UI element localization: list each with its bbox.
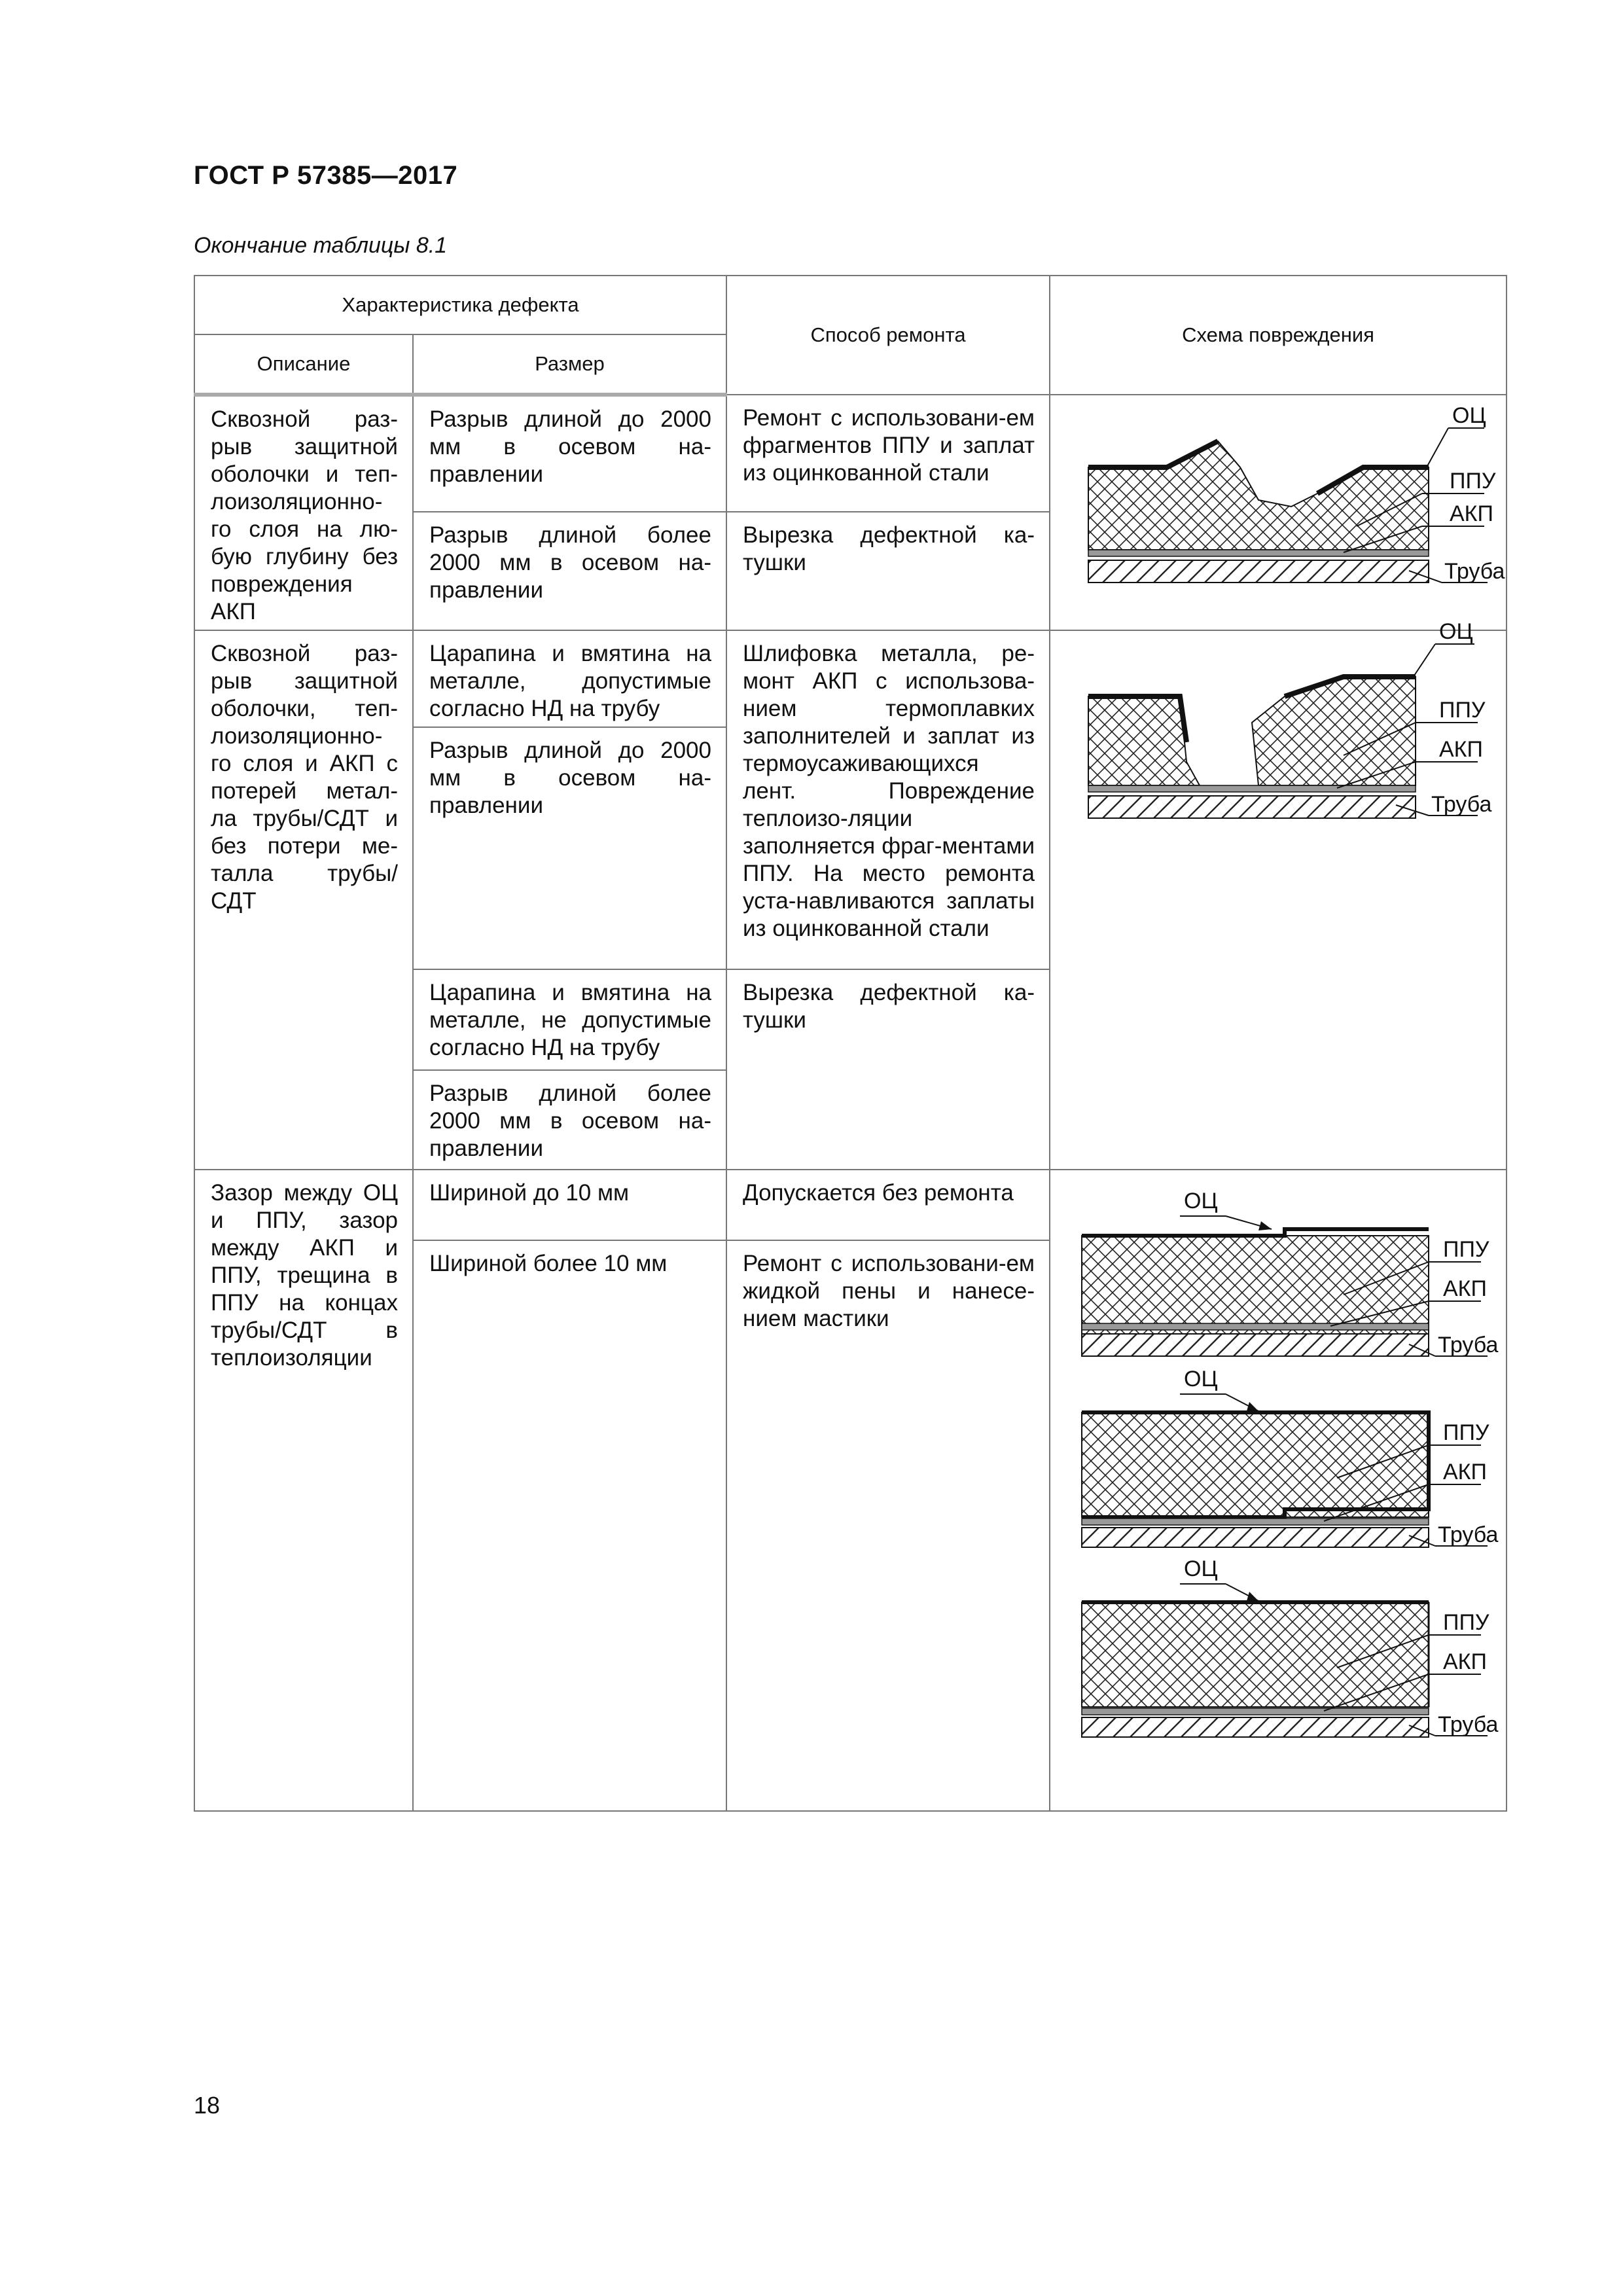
table-row <box>194 630 1507 727</box>
damage-schema-3a <box>1062 1170 1499 1360</box>
damage-schema-2 <box>1069 619 1492 827</box>
header-defect-characteristic: Характеристика дефекта <box>194 276 726 334</box>
label-pipe: Труба <box>1438 1333 1499 1357</box>
method-cell: Ремонт с использовани-ем жидкой пены и нанесе-нием мастики <box>726 1240 1050 1811</box>
label-oc: ОЦ <box>1184 1556 1218 1581</box>
label-akp: АКП <box>1439 737 1483 762</box>
header-size: Размер <box>413 334 726 395</box>
size-cell: Шириной более 10 мм <box>413 1240 726 1811</box>
label-ppu: ППУ <box>1450 469 1496 493</box>
label-pipe: Труба <box>1431 792 1492 817</box>
method-cell: Допускается без ремонта <box>726 1170 1050 1240</box>
header-description: Описание <box>194 334 413 395</box>
table-header-row <box>194 276 1507 334</box>
label-oc: ОЦ <box>1452 403 1486 428</box>
size-cell: Разрыв длиной более 2000 мм в осевом на-правлении <box>413 512 726 630</box>
document-title: ГОСТ Р 57385—2017 <box>194 161 458 190</box>
method-cell: Шлифовка металла, ре-монт АКП с использова-нием термоплавких заполнителей и заплат из термоусаживающихся лент. Повреждение теплоизо-ляции заполняется фраг-ментами ППУ. На место ремонта уста-навливаются заплаты из оцинкованной стали <box>726 630 1050 969</box>
size-cell: Разрыв длиной до 2000 мм в осевом на-правлении <box>413 395 726 512</box>
label-ppu: ППУ <box>1439 698 1486 723</box>
table-row <box>194 395 1507 512</box>
header-damage-schema: Схема повреждения <box>1050 276 1507 395</box>
damage-schema-3b <box>1062 1360 1499 1550</box>
defects-table <box>194 275 1507 1812</box>
label-pipe: Труба <box>1438 1522 1499 1547</box>
label-ppu: ППУ <box>1443 1610 1489 1635</box>
label-akp: АКП <box>1443 1460 1487 1484</box>
description-cell: Зазор между ОЦ и ППУ, зазор между АКП и ППУ, трещина в ППУ на концах трубы/СДТ в теплоизоляции <box>194 1170 413 1811</box>
label-akp: АКП <box>1443 1276 1487 1301</box>
damage-schema-3c <box>1062 1550 1499 1740</box>
page-number: 18 <box>194 2092 221 2119</box>
size-cell: Разрыв длиной до 2000 мм в осевом на-правлении <box>413 727 726 969</box>
method-cell: Вырезка дефектной ка-тушки <box>726 969 1050 1170</box>
size-cell: Царапина и вмятина на металле, допустимые согласно НД на трубу <box>413 630 726 727</box>
label-oc: ОЦ <box>1184 1367 1218 1391</box>
label-pipe: Труба <box>1438 1712 1499 1737</box>
label-oc: ОЦ <box>1439 619 1473 644</box>
size-cell: Разрыв длиной более 2000 мм в осевом на-правлении <box>413 1070 726 1170</box>
table-row <box>194 1170 1507 1240</box>
description-cell: Сквозной раз-рыв защитной оболочки, теп-лоизоляционно-го слоя и АКП с потерей метал-ла трубы/СДТ и без потери ме-талла трубы/ СДТ <box>194 630 413 1170</box>
schema-cell <box>1050 1170 1507 1811</box>
schema-cell <box>1050 395 1507 630</box>
method-cell: Вырезка дефектной ка-тушки <box>726 512 1050 630</box>
description-cell: Сквозной раз-рыв защитной оболочки и теп-лоизоляционно-го слоя на лю-бую глубину без повреждения АКП <box>194 395 413 630</box>
damage-schema-1 <box>1069 395 1505 592</box>
label-akp: АКП <box>1450 501 1493 526</box>
method-cell: Ремонт с использовани-ем фрагментов ППУ и заплат из оцинкованной стали <box>726 395 1050 512</box>
schema-cell <box>1050 619 1507 1170</box>
label-akp: АКП <box>1443 1649 1487 1674</box>
table-caption: Окончание таблицы 8.1 <box>194 233 448 258</box>
size-cell: Царапина и вмятина на металле, не допустимые согласно НД на трубу <box>413 969 726 1070</box>
label-ppu: ППУ <box>1443 1420 1489 1445</box>
label-pipe: Труба <box>1444 559 1505 584</box>
header-repair-method: Способ ремонта <box>726 276 1050 395</box>
label-oc: ОЦ <box>1184 1189 1218 1213</box>
label-ppu: ППУ <box>1443 1237 1489 1262</box>
size-cell: Шириной до 10 мм <box>413 1170 726 1240</box>
